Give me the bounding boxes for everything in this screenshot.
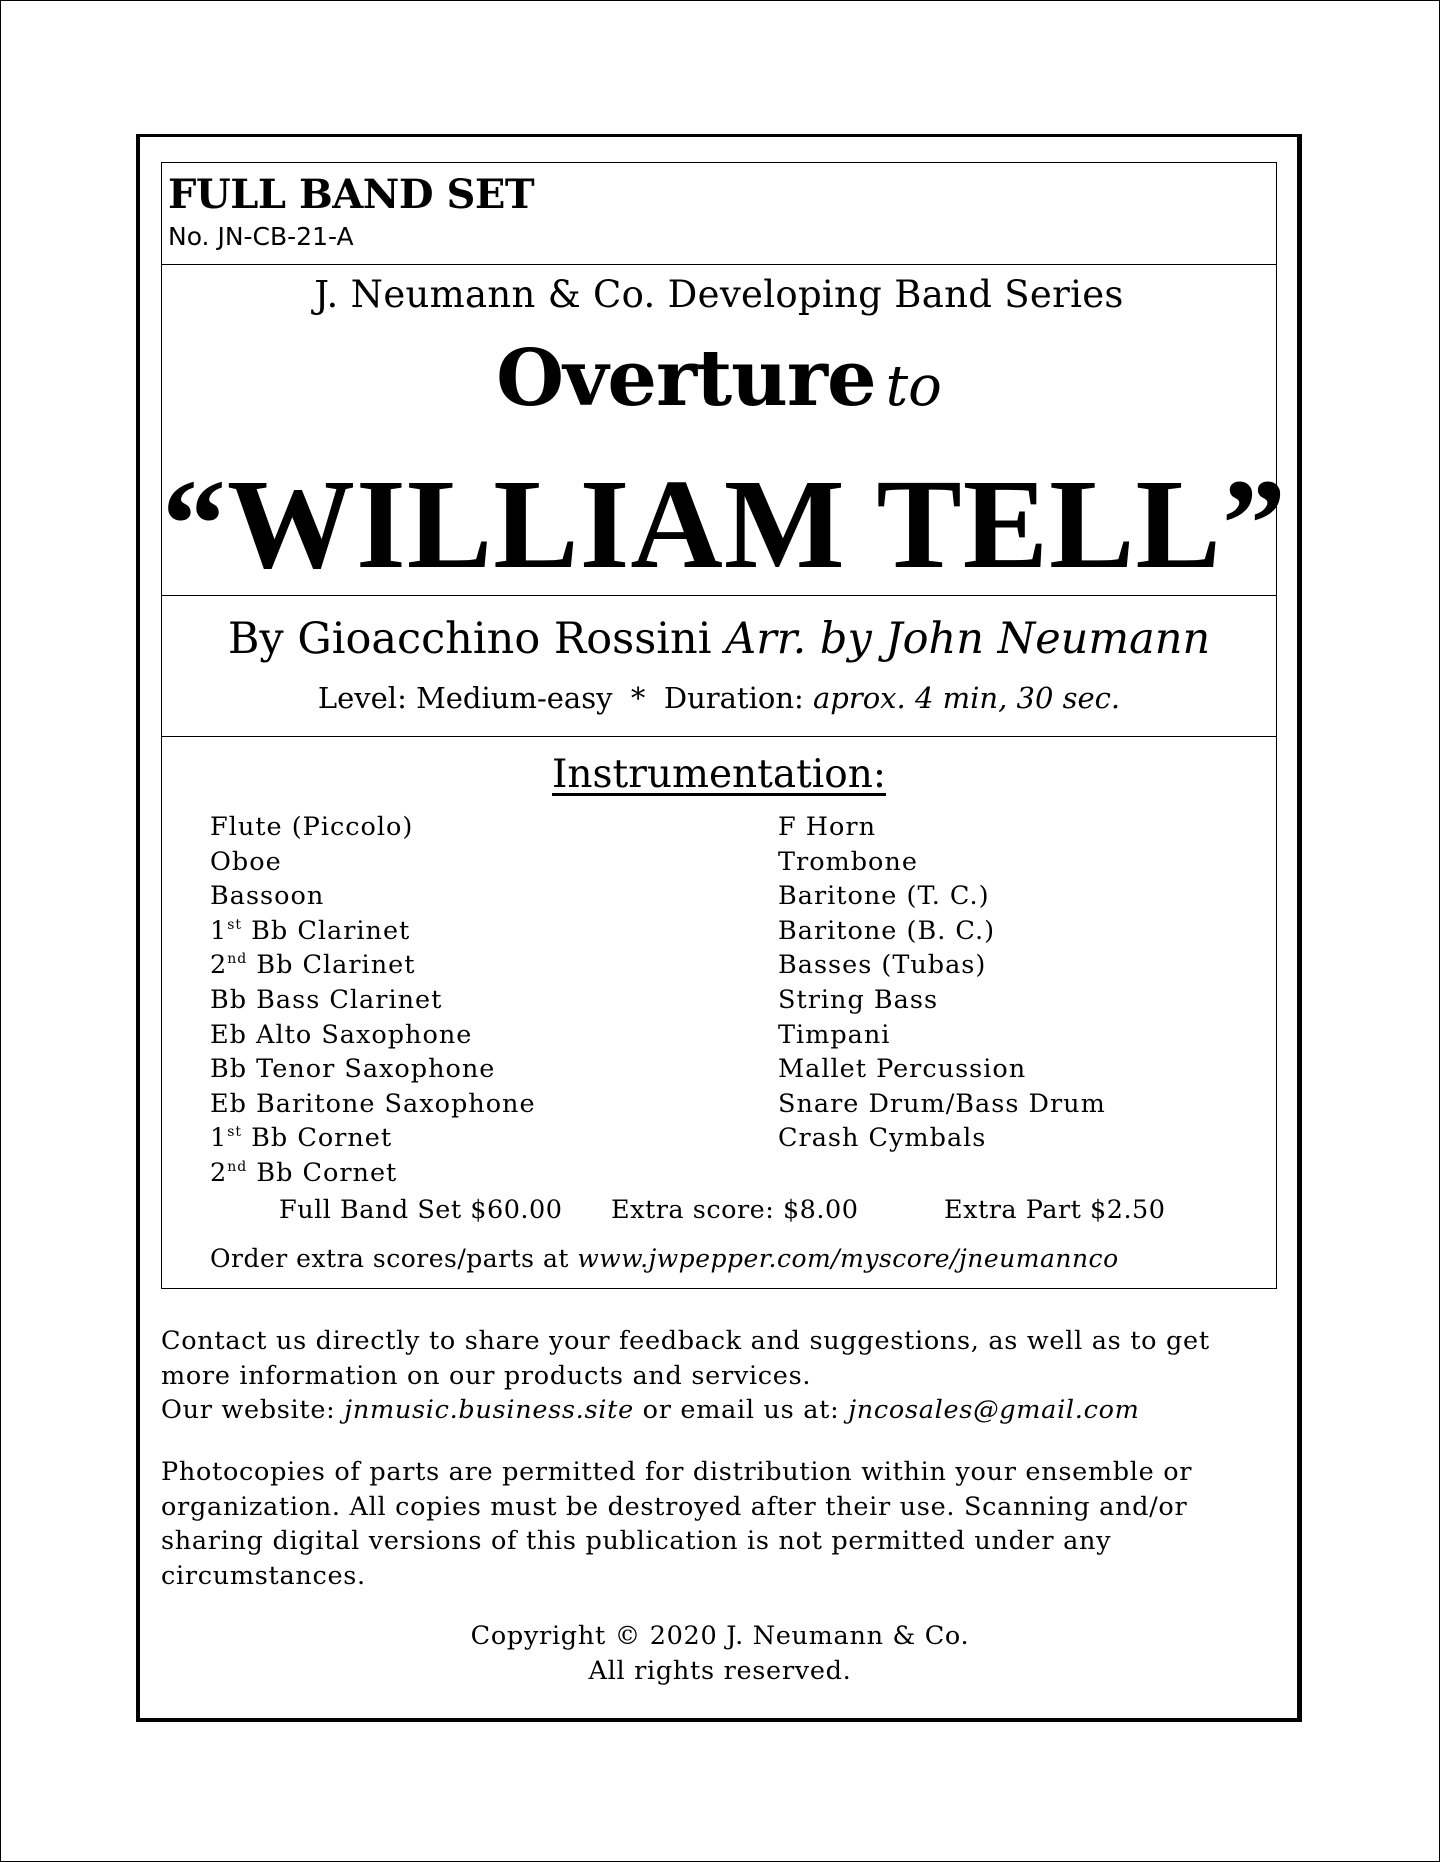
title-box	[161, 162, 1287, 1289]
price-extra-part: Extra Part $2.50	[944, 1195, 1166, 1225]
instrument-item	[210, 879, 536, 914]
email-label: or email us at:	[633, 1395, 849, 1425]
instrument-item	[210, 948, 536, 983]
instrument-name: Mallet Percussion	[778, 1054, 1027, 1085]
instrument-name: Bb Bass Clarinet	[210, 984, 443, 1015]
instrument-name: String Bass	[778, 984, 939, 1015]
website-link[interactable]: jnmusic.business.site	[344, 1395, 634, 1425]
set-number: No. JN-CB-21-A	[168, 222, 354, 251]
series-title: J. Neumann & Co. Developing Band Series	[314, 273, 1124, 316]
instrument-name: Snare Drum/Bass Drum	[778, 1088, 1106, 1119]
instrument-name: Bb Clarinet	[242, 915, 411, 946]
instrument-ordinal-suffix: st	[227, 1124, 243, 1141]
instrument-item	[210, 1018, 536, 1053]
instrument-name: Bb Cornet	[242, 1123, 393, 1154]
instrument-name: Crash Cymbals	[778, 1123, 987, 1154]
instrument-item	[210, 1052, 536, 1087]
contact-text: Contact us directly to share your feedback and suggestions, as well as to get more information on our products and services.	[161, 1326, 1210, 1391]
instrument-name: Timpani	[778, 1019, 891, 1050]
order-line	[210, 1244, 1119, 1273]
instrument-item	[210, 1156, 536, 1191]
website-label: Our website:	[161, 1395, 345, 1425]
instrument-item	[778, 810, 1106, 845]
instrument-item	[210, 983, 536, 1018]
instrument-item	[210, 1087, 536, 1122]
main-title: “WILLIAM TELL”	[162, 453, 1287, 595]
instrument-ordinal-suffix: st	[227, 916, 243, 933]
instrument-name: Flute (Piccolo)	[210, 812, 414, 842]
instrument-item	[778, 845, 1106, 880]
instrument-item	[778, 914, 1106, 949]
copyright-block	[0, 1619, 1440, 1689]
instrumentation-heading: Instrumentation:	[552, 752, 886, 797]
instrument-name: Baritone (T. C.)	[778, 881, 990, 912]
instrument-name: Eb Baritone Saxophone	[210, 1088, 536, 1119]
instrument-name: Bb Tenor Saxophone	[210, 1054, 496, 1085]
byline	[162, 614, 1276, 664]
instrument-name: Bb Cornet	[247, 1157, 398, 1188]
photocopy-notice: Photocopies of parts are permitted for distribution within your ensemble or organization. All copies must be destroyed after their use. Scanning and/or sharing digital versions of this publication is not permitted under any circumstances.	[161, 1457, 1193, 1591]
divider	[162, 736, 1276, 737]
instrument-name: Oboe	[210, 846, 282, 877]
arranger: Arr. by John Neumann	[725, 614, 1211, 664]
overture-word: Overture	[496, 333, 876, 424]
duration-label: Duration:	[663, 681, 804, 715]
instrument-list-right	[778, 810, 1106, 1156]
order-url[interactable]: www.jwpepper.com/myscore/jneumannco	[577, 1244, 1119, 1273]
instrument-name: Bassoon	[210, 881, 325, 912]
contact-paragraph	[161, 1324, 1271, 1428]
instrument-name: F Horn	[778, 812, 877, 842]
composer: By Gioacchino Rossini	[227, 614, 712, 664]
instrument-item	[778, 983, 1106, 1018]
overture-line	[162, 333, 1276, 424]
divider	[162, 264, 1276, 265]
order-text: Order extra scores/parts at	[210, 1244, 578, 1273]
copyright-line: Copyright © 2020 J. Neumann & Co.	[470, 1621, 970, 1651]
instrument-name: Basses (Tubas)	[778, 950, 987, 981]
instrument-item	[778, 1121, 1106, 1156]
instrument-name: Baritone (B. C.)	[778, 915, 996, 946]
instrument-item	[778, 948, 1106, 983]
instrument-item	[778, 1018, 1106, 1053]
instrument-name: Bb Clarinet	[247, 950, 416, 981]
duration-value: aprox. 4 min, 30 sec.	[812, 681, 1121, 715]
instrument-ordinal: 2	[210, 950, 228, 981]
instrument-name: Eb Alto Saxophone	[210, 1019, 473, 1050]
level-value: Medium-easy	[416, 681, 613, 715]
instrument-item	[778, 1087, 1106, 1122]
instrument-list-left	[210, 810, 536, 1191]
price-extra-score: Extra score: $8.00	[611, 1195, 859, 1225]
instrument-ordinal-suffix: nd	[227, 1158, 248, 1175]
instrument-item	[210, 810, 536, 845]
separator: *	[630, 681, 646, 715]
set-title: FULL BAND SET	[168, 171, 535, 218]
divider	[162, 595, 1276, 596]
instrument-ordinal-suffix: nd	[227, 951, 248, 968]
instrument-ordinal: 1	[210, 915, 228, 946]
level-label: Level:	[317, 681, 407, 715]
rights-line: All rights reserved.	[588, 1656, 852, 1686]
instrument-ordinal: 2	[210, 1157, 228, 1188]
price-full-band-set: Full Band Set $60.00	[279, 1195, 563, 1225]
level-duration	[162, 681, 1276, 715]
to-word: to	[885, 354, 942, 419]
instrument-item	[210, 914, 536, 949]
instrument-item	[778, 879, 1106, 914]
instrument-item	[778, 1052, 1106, 1087]
instrument-ordinal: 1	[210, 1123, 228, 1154]
instrument-item	[210, 1121, 536, 1156]
email-link[interactable]: jncosales@gmail.com	[848, 1395, 1140, 1425]
instrument-name: Trombone	[778, 846, 918, 877]
instrument-item	[210, 845, 536, 880]
